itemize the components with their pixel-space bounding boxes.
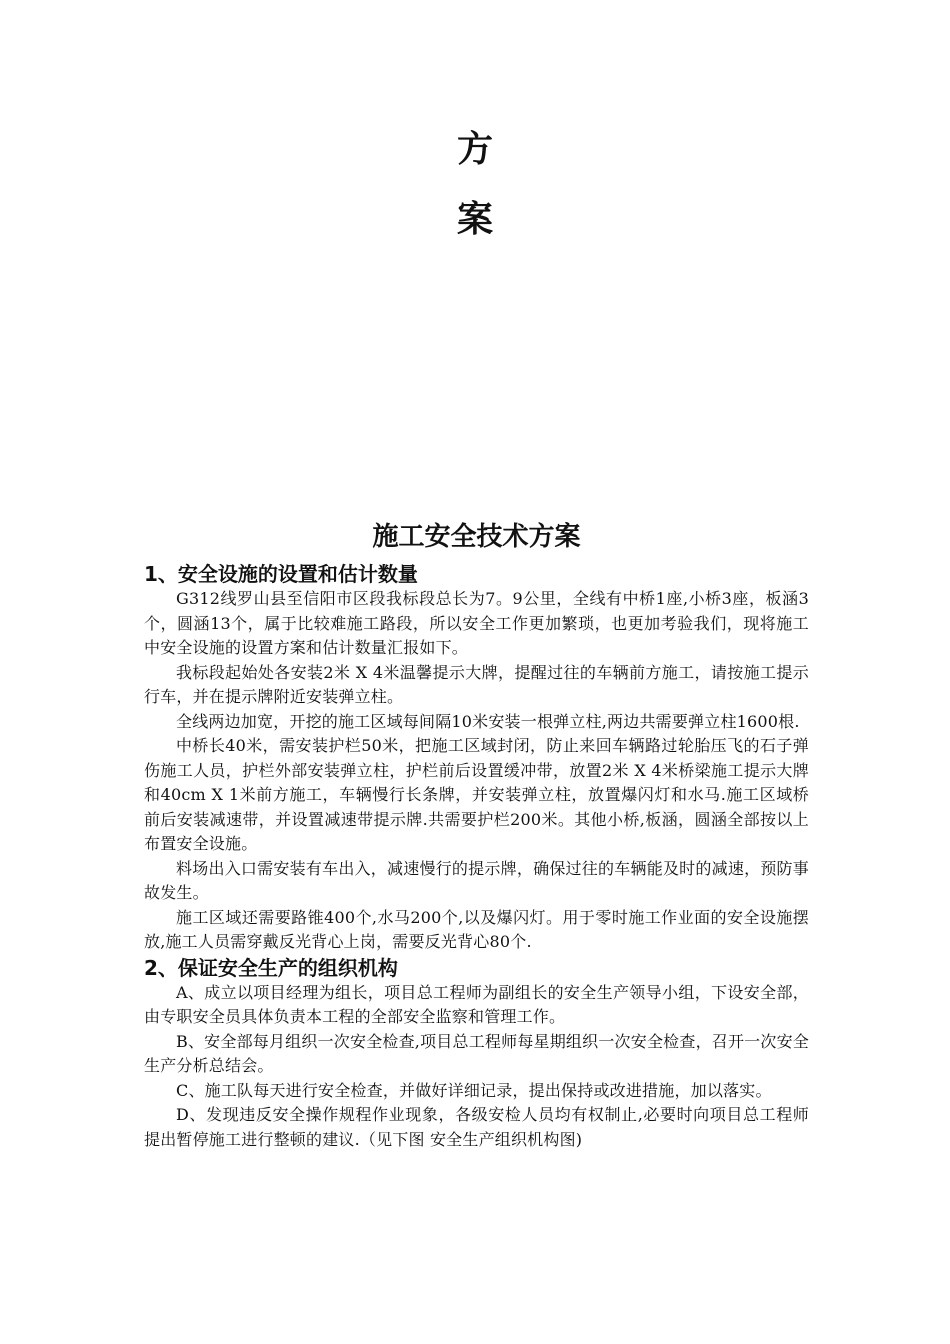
paragraph: D、发现违反安全操作规程作业现象，各级安检人员均有权制止,必要时向项目总工程师提出暂停施工进行整顿的建议.（见下图 安全生产组织机构图) [144, 1105, 809, 1149]
paragraph: 中桥长40米，需安装护栏50米，把施工区域封闭，防止来回车辆路过轮胎压飞的石子弹伤施工人员，护栏外部安装弹立柱，护栏前后设置缓冲带，放置2米 X 4米桥梁施工提示大牌和40cm X 1米前方施工，车辆慢行长条牌，并安装弹立柱，放置爆闪灯和水马.施工区域桥前后安装减速带，并设置减速带提示牌.共需要护栏200米。其他小桥,板涵，圆涵全部按以上布置安全设施。 [144, 736, 809, 853]
cover-title-char-2: 案 [456, 199, 493, 240]
paragraph: C、施工队每天进行安全检查，并做好详细记录，提出保持或改进措施，加以落实。 [176, 1080, 772, 1100]
paragraph: 施工区域还需要路锥400个,水马200个,以及爆闪灯。用于零时施工作业面的安全设施摆放,施工人员需穿戴反光背心上岗，需要反光背心80个. [144, 907, 809, 951]
paragraph: 我标段起始处各安装2米 X 4米温馨提示大牌，提醒过往的车辆前方施工，请按施工提示行车，并在提示牌附近安装弹立柱。 [144, 662, 809, 706]
paragraph: G312线罗山县至信阳市区段我标段总长为7。9公里，全线有中桥1座,小桥3座，板涵3个，圆涵13个，属于比较难施工路段，所以安全工作更加繁琐，也更加考验我们，现将施工中安全设施的设置方案和估计数量汇报如下。 [144, 589, 809, 657]
paragraph: 料场出入口需安装有车出入，减速慢行的提示牌，确保过往的车辆能及时的减速，预防事故发生。 [144, 858, 809, 902]
section-heading-1: 1、安全设施的设置和估计数量 [144, 562, 418, 586]
section-heading-2: 2、保证安全生产的组织机构 [144, 955, 398, 980]
paragraph: B、安全部每月组织一次安全检查,项目总工程师每星期组织一次安全检查，召开一次安全生产分析总结会。 [144, 1031, 809, 1075]
document-body [144, 517, 809, 1152]
paragraph: A、成立以项目经理为组长，项目总工程师为副组长的安全生产领导小组，下设安全部，由专职安全员具体负责本工程的全部安全监察和管理工作。 [144, 982, 809, 1026]
paragraph: 全线两边加宽，开挖的施工区域每间隔10米安装一根弹立柱,两边共需要弹立柱1600根. [176, 711, 800, 731]
cover-title-char-1: 方 [456, 129, 493, 170]
document-title: 施工安全技术方案 [372, 522, 581, 552]
